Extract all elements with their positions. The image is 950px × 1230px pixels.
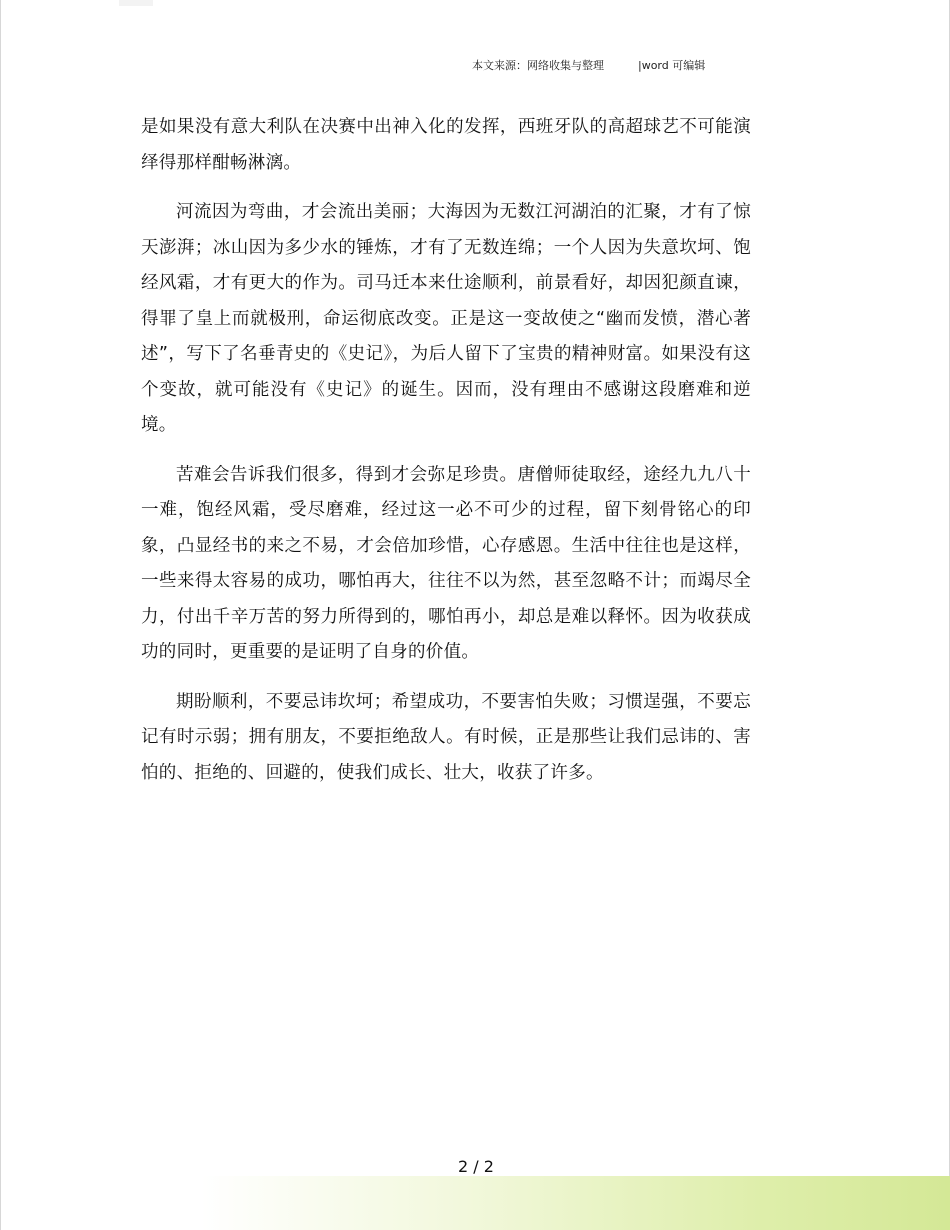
paragraph-1: 是如果没有意大利队在决赛中出神入化的发挥，西班牙队的高超球艺不可能演绎得那样酣畅淋漓。 xyxy=(141,117,751,173)
paragraph-4: 期盼顺利，不要忌讳坎坷；希望成功，不要害怕失败；习惯逞强，不要忘记有时示弱；拥有朋友，不要拒绝敌人。有时候，正是那些让我们忌讳的、害怕的、拒绝的、回避的，使我们成长、壮大，收获了许多。 xyxy=(141,691,751,783)
header-edit-text: |word 可编辑 xyxy=(638,59,706,72)
paragraph-3: 苦难会告诉我们很多，得到才会弥足珍贵。唐僧师徒取经，途经九九八十一难，饱经风霜，受尽磨难，经过这一必不可少的过程，留下刻骨铭心的印象，凸显经书的来之不易，才会倍加珍惜，心存感恩。生活中往往也是这样，一些来得太容易的成功，哪怕再大，往往不以为然，甚至忽略不计；而竭尽全力，付出千辛万苦的努力所得到的，哪怕再小，却总是难以释怀。因为收获成功的同时，更重要的是证明了自身的价值。 xyxy=(141,464,751,662)
document-body xyxy=(141,110,751,805)
header-source-text: 本文来源：网络收集与整理 xyxy=(472,59,604,72)
paragraph-2: 河流因为弯曲，才会流出美丽；大海因为无数江河湖泊的汇聚，才有了惊天澎湃；冰山因为多少水的锤炼，才有了无数连绵；一个人因为失意坎坷、饱经风霜，才有更大的作为。司马迁本来仕途顺利，前景看好，却因犯颜直谏，得罪了皇上而就极刑，命运彻底改变。正是这一变故使之“幽而发愤，潜心著述”，写下了名垂青史的《史记》，为后人留下了宝贵的精神财富。如果没有这个变故，就可能没有《史记》的诞生。因而，没有理由不感谢这段磨难和逆境。 xyxy=(141,202,751,435)
page-number: 2 / 2 xyxy=(458,1157,494,1176)
page-corner-mark xyxy=(119,0,153,6)
footer-decorative-band xyxy=(201,1176,950,1230)
